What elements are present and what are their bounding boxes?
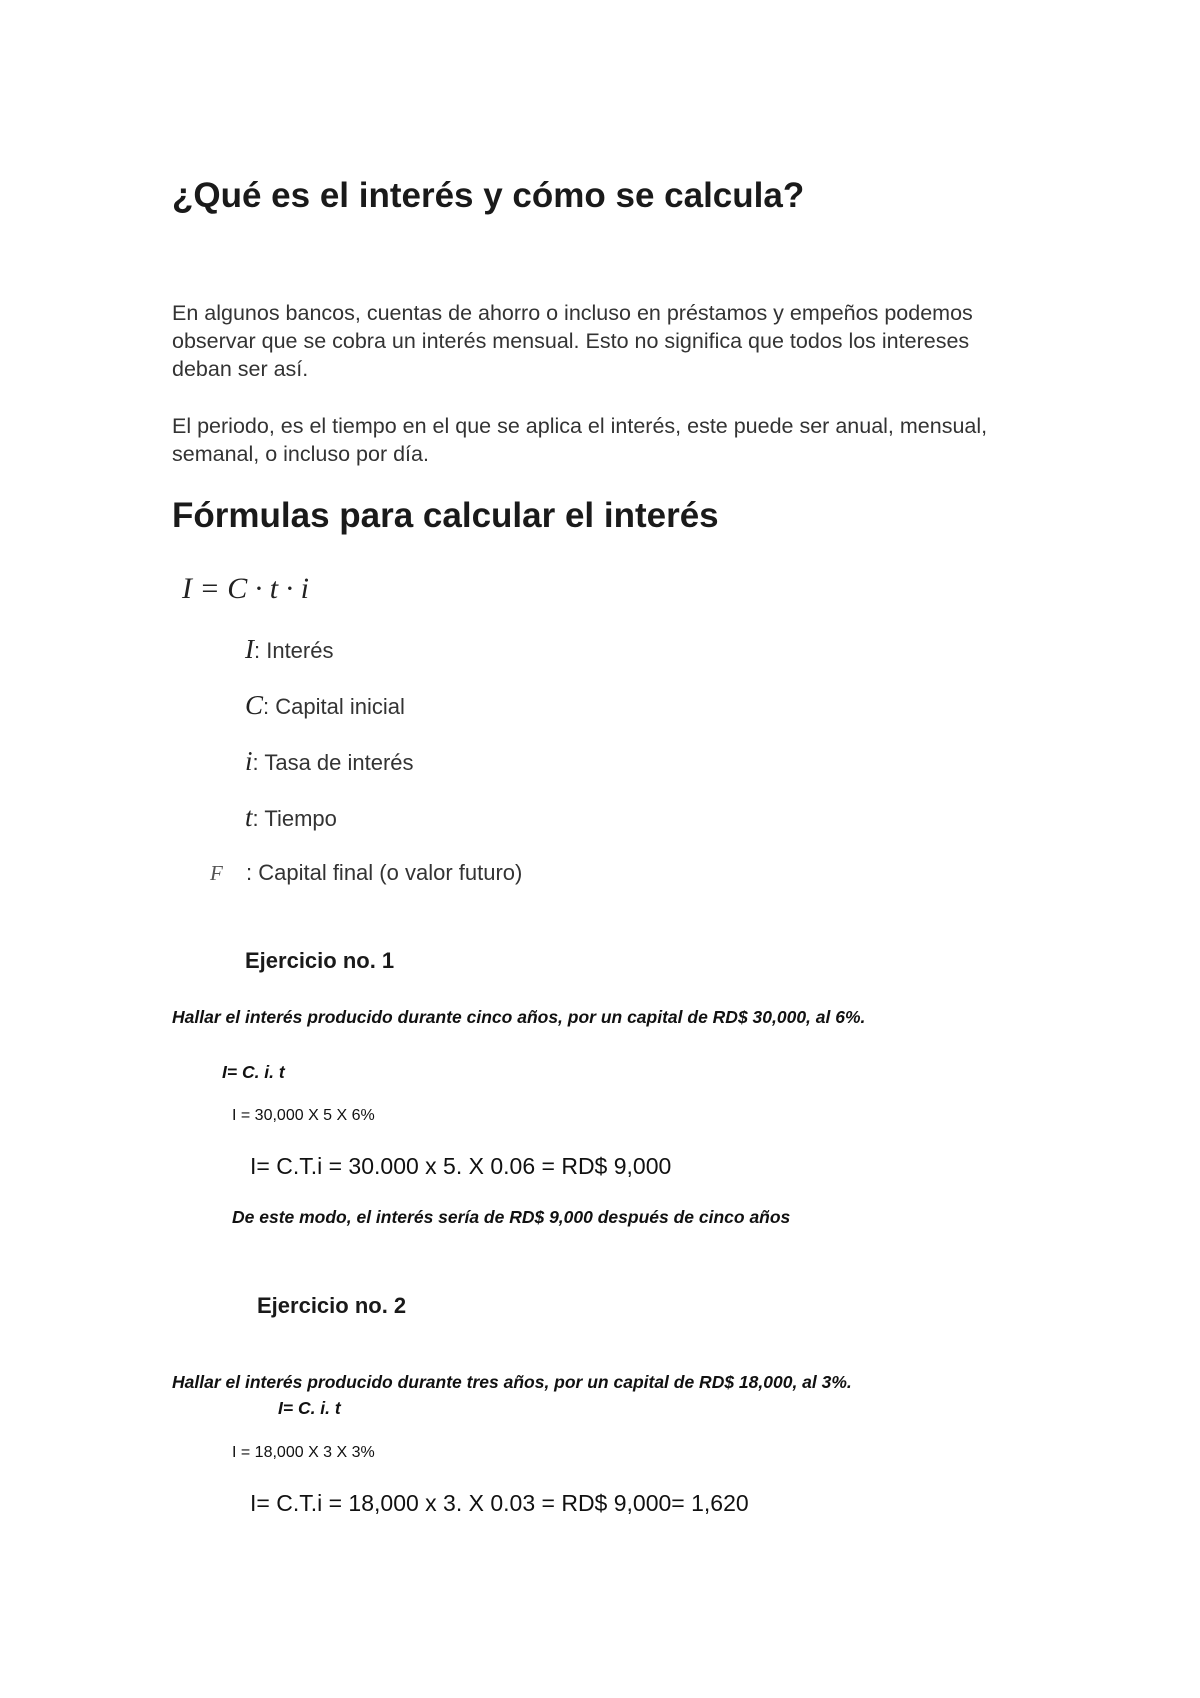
definition-text: : Capital inicial <box>263 694 405 719</box>
exercise-2-formula: I= C. i. t <box>278 1398 341 1418</box>
formulas-heading: Fórmulas para calcular el interés <box>172 496 719 535</box>
symbol-I: I <box>245 634 254 664</box>
exercise-2-substitution: I = 18,000 X 3 X 3% <box>232 1444 375 1461</box>
exercise-2-result: I= C.T.i = 18,000 x 3. X 0.03 = RD$ 9,000= 1,620 <box>250 1490 749 1516</box>
symbol-F: F <box>210 861 223 885</box>
definition-text: : Capital final (o valor futuro) <box>246 860 523 885</box>
symbol-C: C <box>245 690 264 720</box>
definition-text: : Interés <box>254 638 334 663</box>
period-paragraph: El periodo, es el tiempo en el que se aplica el interés, este puede ser anual, mensual, semanal, o incluso por día. <box>172 414 988 466</box>
definition-capital-final <box>210 860 522 886</box>
definition-interes <box>245 634 333 665</box>
main-formula: I = C · t · i <box>182 572 309 605</box>
exercise-1-substitution: I = 30,000 X 5 X 6% <box>232 1107 375 1124</box>
definition-tasa <box>245 746 414 777</box>
definition-tiempo <box>245 802 337 833</box>
definition-text: : Tasa de interés <box>252 750 414 775</box>
symbol-i: i <box>245 746 253 776</box>
exercise-1-title: Ejercicio no. 1 <box>245 948 395 973</box>
intro-paragraph: En algunos bancos, cuentas de ahorro o incluso en préstamos y empeños podemos observar que se cobra un interés mensual. Esto no significa que todos los intereses deban ser así. <box>172 301 973 381</box>
exercise-1-result: I= C.T.i = 30.000 x 5. X 0.06 = RD$ 9,000 <box>250 1153 672 1179</box>
exercise-2-statement: Hallar el interés producido durante tres años, por un capital de RD$ 18,000, al 3%. <box>172 1372 852 1392</box>
definition-capital-inicial <box>245 690 405 721</box>
exercise-1-formula: I= C. i. t <box>222 1062 285 1082</box>
exercise-1-conclusion: De este modo, el interés sería de RD$ 9,000 después de cinco años <box>232 1207 791 1227</box>
definition-text: : Tiempo <box>252 806 337 831</box>
symbol-t: t <box>245 802 253 832</box>
exercise-1-statement: Hallar el interés producido durante cinco años, por un capital de RD$ 30,000, al 6%. <box>172 1007 866 1027</box>
exercise-2-title: Ejercicio no. 2 <box>257 1293 407 1318</box>
page-title: ¿Qué es el interés y cómo se calcula? <box>172 176 805 215</box>
